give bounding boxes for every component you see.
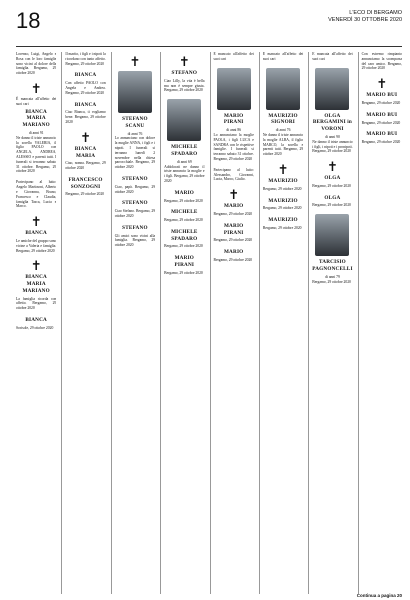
obituary-notice [214, 168, 254, 182]
cross-icon: ✝ [80, 129, 92, 145]
notice-text: Lorenzo, Luigi, Angelo e Rosa con le loro famiglie sono vicini al dolore della famiglia. Bergamo, 29 ottobre 2020 [16, 52, 57, 76]
obituary-notice [16, 180, 56, 209]
obituary-notice [115, 225, 155, 248]
obituary-notice [214, 52, 254, 62]
notice-body: Le amiche del gruppo sono vicine a Valeria e famiglia. Bergamo, 29 ottobre 2020 [16, 238, 57, 253]
column [308, 52, 352, 594]
notice-body: La famiglia ricorda con affetto. Bergamo, 29 ottobre 2020 [16, 296, 57, 311]
deceased-name: MICHELE SPADARO [171, 228, 198, 242]
obituary-notice [65, 72, 105, 95]
page-number: 18 [16, 8, 41, 33]
notice-body: Bergamo, 29 ottobre 2020 [164, 218, 203, 223]
obituary-notice [263, 198, 303, 212]
page-header [16, 6, 402, 47]
deceased-age: di anni 91 [28, 130, 44, 135]
notice-body: Bergamo, 29 ottobre 2020 [164, 244, 203, 249]
deceased-name: MARIO PIRANI [174, 255, 195, 268]
column [210, 52, 254, 594]
deceased-name: MICHELE [171, 209, 198, 216]
notice-body: Bergamo, 29 ottobre 2020 [164, 270, 203, 275]
portrait-photo [266, 68, 300, 110]
obituary-notice [164, 255, 204, 275]
deceased-name: STEFANO [122, 224, 148, 231]
portrait-photo [118, 71, 152, 113]
notice-body: Ciao, nonna. Bergamo, 29 ottobre 2020 [65, 161, 106, 171]
obituary-notice [214, 223, 254, 243]
notice-text: Con estremo rimpianto annunciamo la scomparsa del caro amico. Bergamo, 29 ottobre 2020 [361, 52, 402, 71]
deceased-name: BIANCA [25, 230, 48, 237]
deceased-name: MARIO PIRANI [223, 112, 244, 126]
deceased-name: BIANCA MARIA [74, 145, 97, 159]
deceased-name: STEFANO [122, 176, 148, 182]
notice-body: Bergamo, 29 ottobre 2020 [312, 203, 351, 208]
continued-note: Continua a pagina 20 [356, 593, 402, 598]
notice-body: Ciao, papà. Bergamo, 29 ottobre 2020 [114, 184, 156, 194]
notice-body: Addolorati ne danno il triste annuncio la moglie e i figli. Bergamo, 29 ottobre 2020 [164, 164, 205, 183]
obituary-notice [362, 131, 402, 145]
obituary-notice [65, 131, 105, 171]
deceased-name: MARIO BUI [366, 111, 398, 118]
portrait-photo [167, 99, 201, 141]
portrait-photo [217, 68, 251, 110]
notice-body: Bergamo, 29 ottobre 2020 [361, 140, 401, 145]
obituary-notice [115, 176, 155, 194]
notice-body: Lo annunciano con dolore la moglie ANNA, i figli e i nipoti. I funerali si terranno lunedì 2 novembre nella chiesa parrocchiale. Bergamo, 29 ottobre 2020 [114, 136, 156, 170]
notice-text: È mancato all'affetto dei suoi cari [213, 52, 254, 61]
obituary-notice [263, 217, 303, 231]
deceased-name: OLGA BERGAMINI in VORONI [312, 112, 353, 133]
column [160, 52, 204, 594]
deceased-name: BIANCA [74, 101, 97, 108]
notice-body: Ciao Lilly, la vita è bella ma non è sempre giusta. Bergamo, 29 ottobre 2020 [164, 78, 205, 93]
obituary-notice [263, 68, 303, 157]
notice-body: Bergamo, 29 ottobre 2020 [262, 206, 302, 211]
obituary-notice [65, 177, 105, 197]
notice-body: Bergamo, 29 ottobre 2020 [312, 279, 351, 284]
notice-body: Bergamo, 29 ottobre 2020 [361, 101, 401, 105]
notice-body: Ne danno il triste annuncio la sorella VALERIA, il figlio PAOLO con ANGELA, ANDREA, ALESSIO e parenti tutti. I funerali si terranno sabato 31 ottobre. Bergamo, 29 ottobre 2020 [16, 135, 57, 174]
deceased-name: MICHELE SPADARO [171, 144, 198, 157]
notice-body: Ciao Bianca, ti vogliamo bene. Bergamo, 29 ottobre 2020 [65, 110, 106, 124]
obituary-notice [115, 200, 155, 218]
column [16, 52, 56, 594]
obituary-notice [65, 102, 105, 125]
deceased-name: MARIO [223, 203, 244, 210]
column [61, 52, 105, 594]
deceased-age: di anni 69 [176, 159, 192, 164]
deceased-age: di anni 79 [325, 274, 340, 279]
portrait-photo [315, 214, 349, 256]
obituary-notice [16, 259, 56, 311]
notice-body: Bergamo, 29 ottobre 2020 [262, 225, 302, 230]
obituary-notice [164, 209, 204, 223]
cross-icon: ✝ [30, 81, 42, 97]
obituary-notice [362, 52, 402, 71]
newspaper-name: L'ECO DI BERGAMO [349, 10, 402, 16]
notice-body: Bergamo, 29 ottobre 2020 [213, 212, 253, 216]
notice-body: Bergamo, 29 ottobre 2020 [213, 238, 253, 243]
notice-body: Bergamo, 29 ottobre 2020 [65, 192, 105, 197]
deceased-name: OLGA [324, 175, 341, 182]
deceased-name: BIANCA MARIA MARIANO [22, 108, 50, 129]
obituary-notice [164, 229, 204, 249]
obituary-notice [263, 163, 303, 192]
notice-body: Bergamo, 29 ottobre 2020 [164, 198, 203, 203]
notice-body: Bergamo, 29 ottobre 2020 [312, 183, 351, 188]
notice-text: È mancata all'affetto dei suoi cari [312, 52, 353, 61]
notice-body: Ciao Stefano. Bergamo, 29 ottobre 2020 [114, 209, 156, 218]
masthead [328, 10, 402, 24]
notice-text: Partecipano al lutto: Angelo Martinoni, Alberto e Giovanna, Bruno, Francesco e Claudia, famiglia Tasca, Lucia e Marco. [16, 180, 57, 209]
deceased-name: BIANCA [74, 72, 97, 79]
deceased-age: di anni 76 [275, 128, 291, 133]
obituary-notice [362, 112, 402, 126]
obituary-notice [214, 68, 254, 162]
obituary-notice [16, 82, 56, 174]
notice-text: Il marito, i figli e i nipoti la ricordano con tanto affetto. Bergamo, 29 ottobre 2020 [65, 52, 106, 66]
obituary-notice [214, 249, 254, 263]
notice-body: Bergamo, 29 ottobre 2020 [361, 120, 401, 125]
obituary-notice [65, 52, 105, 66]
notice-body: Con affetto PAOLO con Angela e Andrea. Bergamo, 29 ottobre 2020 [65, 81, 106, 95]
deceased-name: MAURIZIO [268, 197, 298, 204]
column [259, 52, 303, 594]
notice-text: È mancata all'affetto dei suoi cari [16, 97, 57, 106]
obituary-notice [214, 188, 254, 217]
deceased-name: STEFANO SCANU [122, 116, 148, 129]
deceased-name: BIANCA [25, 317, 48, 323]
cross-icon: ✝ [129, 54, 141, 69]
deceased-age: di anni 76 [127, 131, 143, 136]
obituary-notice [362, 77, 402, 106]
deceased-name: MARIO PIRANI [223, 222, 244, 236]
notice-body: Bergamo, 29 ottobre 2020 [213, 257, 253, 262]
deceased-name: MARIO BUI [366, 131, 398, 138]
notice-body: Ne danno il triste annuncio i figli, i nipoti e i pronipoti. Bergamo, 29 ottobre 2020 [312, 139, 353, 154]
obituary-notice [16, 52, 56, 76]
deceased-name: TARCISIO PAGNONCELLI [312, 259, 353, 272]
portrait-photo [315, 68, 349, 110]
notice-body: Sorisole, 29 ottobre 2020 [16, 325, 54, 330]
deceased-name: MARIO BUI [366, 92, 398, 99]
obituary-notice [312, 160, 352, 189]
deceased-age: di anni 86 [226, 128, 242, 133]
notice-body: Lo annunciano la moglie PAOLA, i figli LUCA e SANDRA con le rispettive famiglie. I funerali si terranno sabato 31 ottobre. Bergamo, 29 ottobre 2020 [213, 132, 254, 161]
obituary-notice [312, 68, 352, 155]
obituary-notice [312, 214, 352, 284]
obituary-notice [164, 55, 204, 93]
obituary-notice [164, 190, 204, 204]
obituary-notice [312, 52, 352, 62]
obituary-notice [164, 99, 204, 184]
obituary-notice [263, 52, 303, 62]
notice-body: Bergamo, 29 ottobre 2020 [262, 186, 302, 191]
obituary-columns [16, 52, 402, 594]
obituary-notice [115, 55, 155, 170]
deceased-name: STEFANO [171, 70, 198, 76]
notice-text: Partecipano al lutto: Alessandro, Giovanni, Lucia, Marco, Giulio. [213, 167, 254, 182]
notice-body: Ne danno il triste annuncio la moglie ALBA, il figlio MARCO, la sorella e parenti tutti. Bergamo, 29 ottobre 2020 [262, 132, 304, 157]
column [358, 52, 402, 594]
issue-date: VENERDÌ 30 OTTOBRE 2020 [328, 16, 402, 23]
column [111, 52, 155, 594]
deceased-name: STEFANO [122, 200, 148, 207]
cross-icon: ✝ [277, 162, 289, 177]
deceased-name: MAURIZIO [268, 178, 298, 184]
deceased-name: BIANCA MARIA MARIANO [22, 274, 50, 294]
deceased-name: MAURIZIO SIGNORI [268, 112, 298, 126]
deceased-age: di anni 90 [325, 134, 340, 139]
notice-body: Gli amici sono vicini alla famiglia. Bergamo, 29 ottobre 2020 [114, 233, 156, 248]
cross-icon: ✝ [30, 214, 42, 230]
obituary-notice [16, 317, 56, 331]
deceased-name: FRANCESCO SONZOGNI [68, 176, 103, 190]
deceased-name: MARIO [223, 249, 244, 256]
notice-text: È mancato all'affetto dei suoi cari [262, 52, 304, 61]
obituary-notice [16, 215, 56, 253]
deceased-name: MARIO [174, 189, 195, 196]
cross-icon: ✝ [30, 258, 42, 274]
cross-icon: ✝ [326, 159, 338, 175]
cross-icon: ✝ [178, 54, 190, 69]
cross-icon: ✝ [228, 187, 240, 203]
cross-icon: ✝ [376, 76, 388, 92]
deceased-name: OLGA [324, 194, 341, 201]
obituary-notice [312, 195, 352, 209]
deceased-name: MAURIZIO [268, 217, 298, 224]
